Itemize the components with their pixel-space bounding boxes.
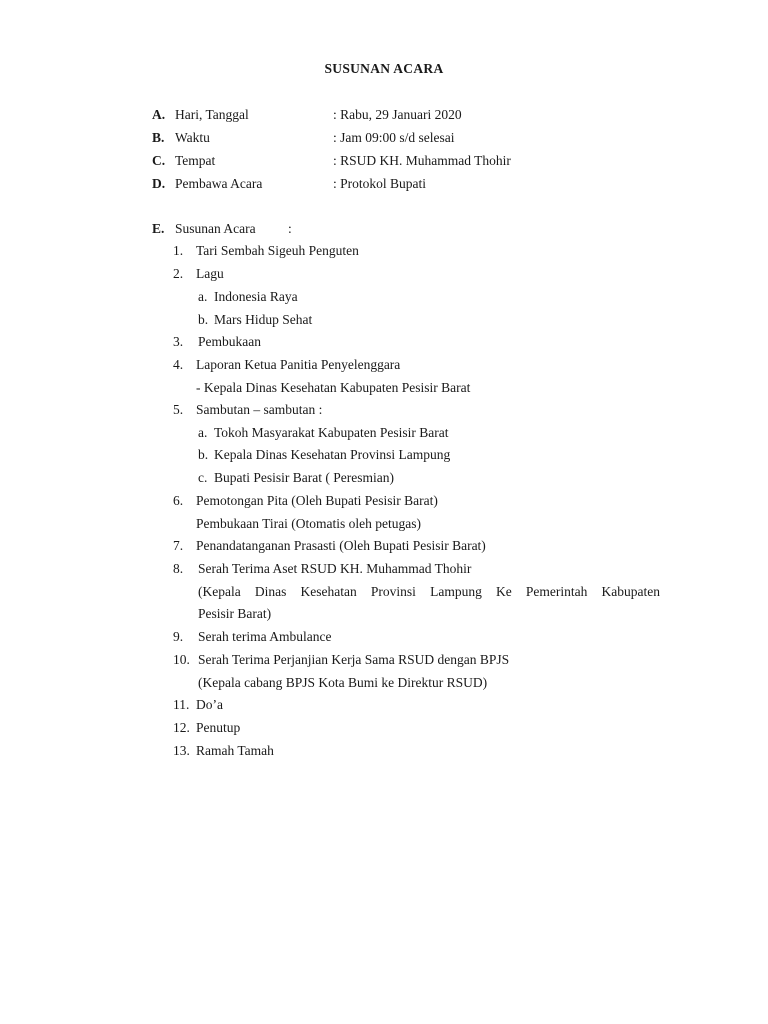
info-letter: B. bbox=[152, 130, 165, 145]
info-value: : Rabu, 29 Januari 2020 bbox=[333, 107, 462, 122]
item-subtext-line: (Kepala Dinas Kesehatan Provinsi Lampung Ke Pemerintah Kabupaten bbox=[198, 584, 660, 599]
item-number: 1. bbox=[173, 243, 184, 258]
item-text: Serah Terima Aset RSUD KH. Muhammad Thohir bbox=[198, 561, 472, 576]
item-text: Penandatanganan Prasasti (Oleh Bupati Pesisir Barat) bbox=[196, 538, 486, 553]
item-subtext-line: Pesisir Barat) bbox=[198, 606, 272, 621]
item-number: 3. bbox=[173, 334, 184, 349]
item-number: 13. bbox=[173, 743, 190, 758]
section-label: Susunan Acara bbox=[175, 221, 256, 236]
item-number: 7. bbox=[173, 538, 184, 553]
item-number: 10. bbox=[173, 652, 190, 667]
info-label: Hari, Tanggal bbox=[175, 107, 249, 122]
info-value: : Protokol Bupati bbox=[333, 176, 427, 191]
item-text: Serah terima Ambulance bbox=[198, 629, 332, 644]
item-number: 12. bbox=[173, 720, 190, 735]
sub-item-text: Tokoh Masyarakat Kabupaten Pesisir Barat bbox=[214, 425, 449, 440]
item-text: Serah Terima Perjanjian Kerja Sama RSUD dengan BPJS bbox=[198, 652, 510, 667]
item-text: Sambutan – sambutan : bbox=[196, 402, 323, 417]
item-number: 8. bbox=[173, 561, 184, 576]
sub-item-text: Bupati Pesisir Barat ( Peresmian) bbox=[214, 470, 394, 485]
item-number: 4. bbox=[173, 357, 184, 372]
info-label: Waktu bbox=[175, 130, 210, 145]
item-subtext-line: Pembukaan Tirai (Otomatis oleh petugas) bbox=[196, 516, 421, 531]
item-text: Pemotongan Pita (Oleh Bupati Pesisir Barat) bbox=[196, 493, 438, 508]
sub-item-text: Kepala Dinas Kesehatan Provinsi Lampung bbox=[214, 447, 451, 462]
item-text: Do’a bbox=[196, 697, 223, 712]
sub-item-text: Mars Hidup Sehat bbox=[214, 312, 313, 327]
info-letter: C. bbox=[152, 153, 166, 168]
sub-item-letter: c. bbox=[198, 470, 208, 485]
sub-item-letter: b. bbox=[198, 447, 209, 462]
item-text: Lagu bbox=[196, 266, 224, 281]
item-text: Tari Sembah Sigeuh Penguten bbox=[196, 243, 359, 258]
sub-item-letter: a. bbox=[198, 289, 208, 304]
item-text: Laporan Ketua Panitia Penyelenggara bbox=[196, 357, 401, 372]
sub-item-letter: a. bbox=[198, 425, 208, 440]
info-label: Pembawa Acara bbox=[175, 176, 263, 191]
item-number: 11. bbox=[173, 697, 190, 712]
page-title: SUSUNAN ACARA bbox=[324, 61, 444, 76]
item-text: Ramah Tamah bbox=[196, 743, 274, 758]
info-letter: A. bbox=[152, 107, 166, 122]
section-letter: E. bbox=[152, 221, 165, 236]
item-text: Pembukaan bbox=[198, 334, 261, 349]
info-label: Tempat bbox=[175, 153, 216, 168]
sub-item-letter: b. bbox=[198, 312, 209, 327]
item-number: 6. bbox=[173, 493, 184, 508]
item-number: 2. bbox=[173, 266, 184, 281]
item-text: Penutup bbox=[196, 720, 241, 735]
section-colon: : bbox=[288, 221, 292, 236]
info-value: : Jam 09:00 s/d selesai bbox=[333, 130, 455, 145]
item-subtext-line: (Kepala cabang BPJS Kota Bumi ke Direktur RSUD) bbox=[198, 675, 488, 690]
item-subtext-line: - Kepala Dinas Kesehatan Kabupaten Pesisir Barat bbox=[196, 380, 471, 395]
item-number: 9. bbox=[173, 629, 184, 644]
sub-item-text: Indonesia Raya bbox=[214, 289, 298, 304]
info-value: : RSUD KH. Muhammad Thohir bbox=[333, 153, 511, 168]
item-number: 5. bbox=[173, 402, 184, 417]
info-letter: D. bbox=[152, 176, 166, 191]
